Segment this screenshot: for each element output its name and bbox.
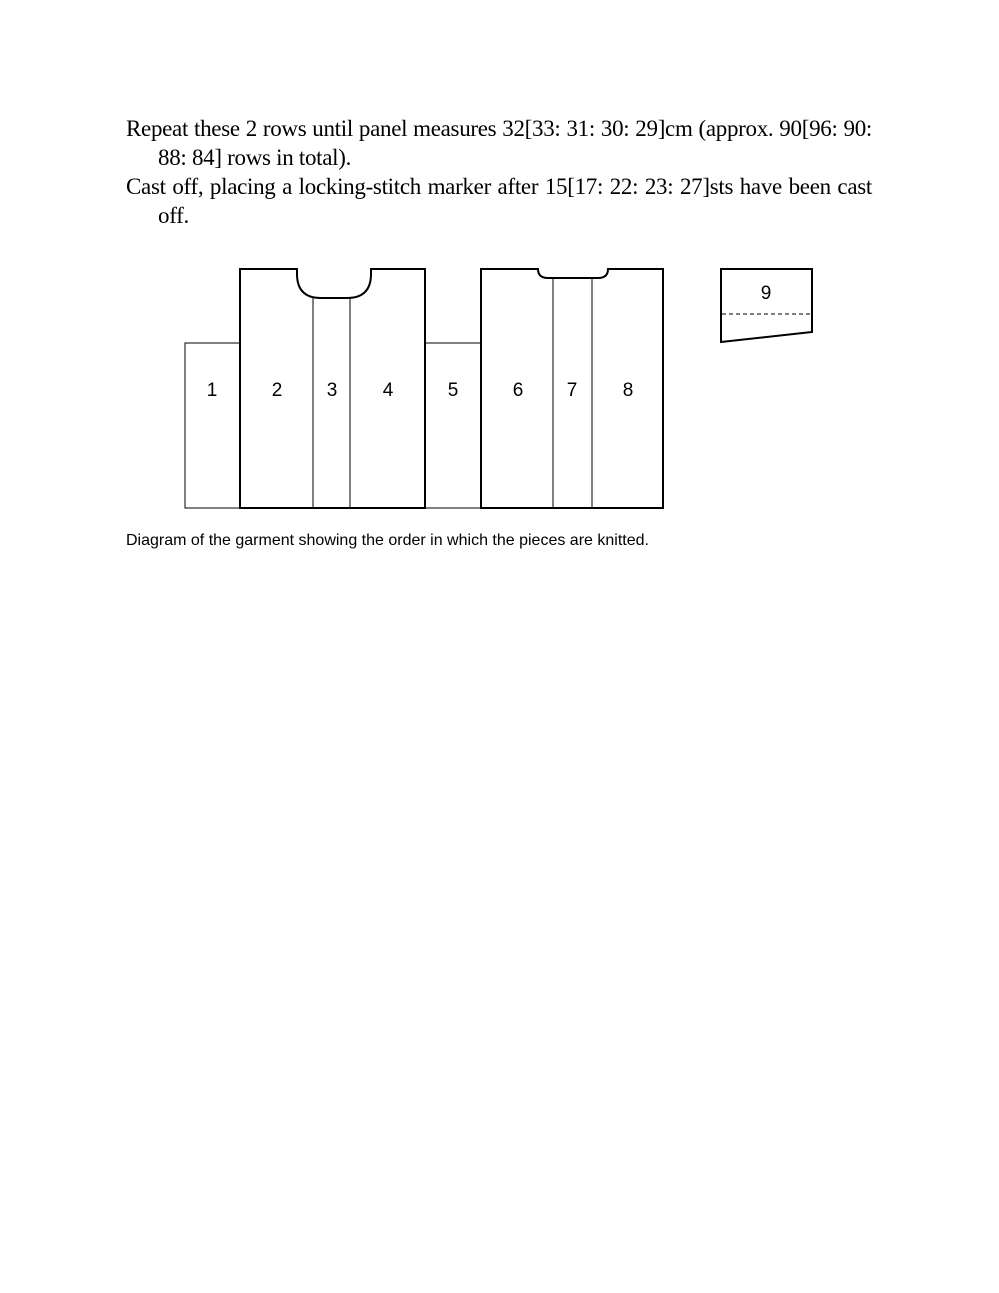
instruction-paragraph-1: Repeat these 2 rows until panel measures 32[33: 31: 30: 29]cm (approx. 90[96: 90: 88: 84] rows in total).: [126, 116, 872, 170]
garment-diagram: [0, 0, 999, 600]
piece-label-2: 2: [271, 380, 283, 401]
piece-label-6: 6: [512, 380, 524, 401]
piece-label-9: 9: [760, 283, 772, 304]
diagram-caption: Diagram of the garment showing the order in which the pieces are knitted.: [126, 532, 649, 549]
piece-label-4: 4: [382, 380, 394, 401]
piece-label-5: 5: [447, 380, 459, 401]
piece-9-outline: [721, 269, 812, 342]
piece-5-outline: [425, 343, 481, 508]
instruction-paragraph-2: Cast off, placing a locking-stitch marker after 15[17: 22: 23: 27]sts have been cast off.: [126, 174, 872, 228]
piece-label-3: 3: [326, 380, 338, 401]
piece-label-7: 7: [566, 380, 578, 401]
piece-label-8: 8: [622, 380, 634, 401]
piece-label-1: 1: [206, 380, 218, 401]
piece-1-outline: [185, 343, 240, 508]
